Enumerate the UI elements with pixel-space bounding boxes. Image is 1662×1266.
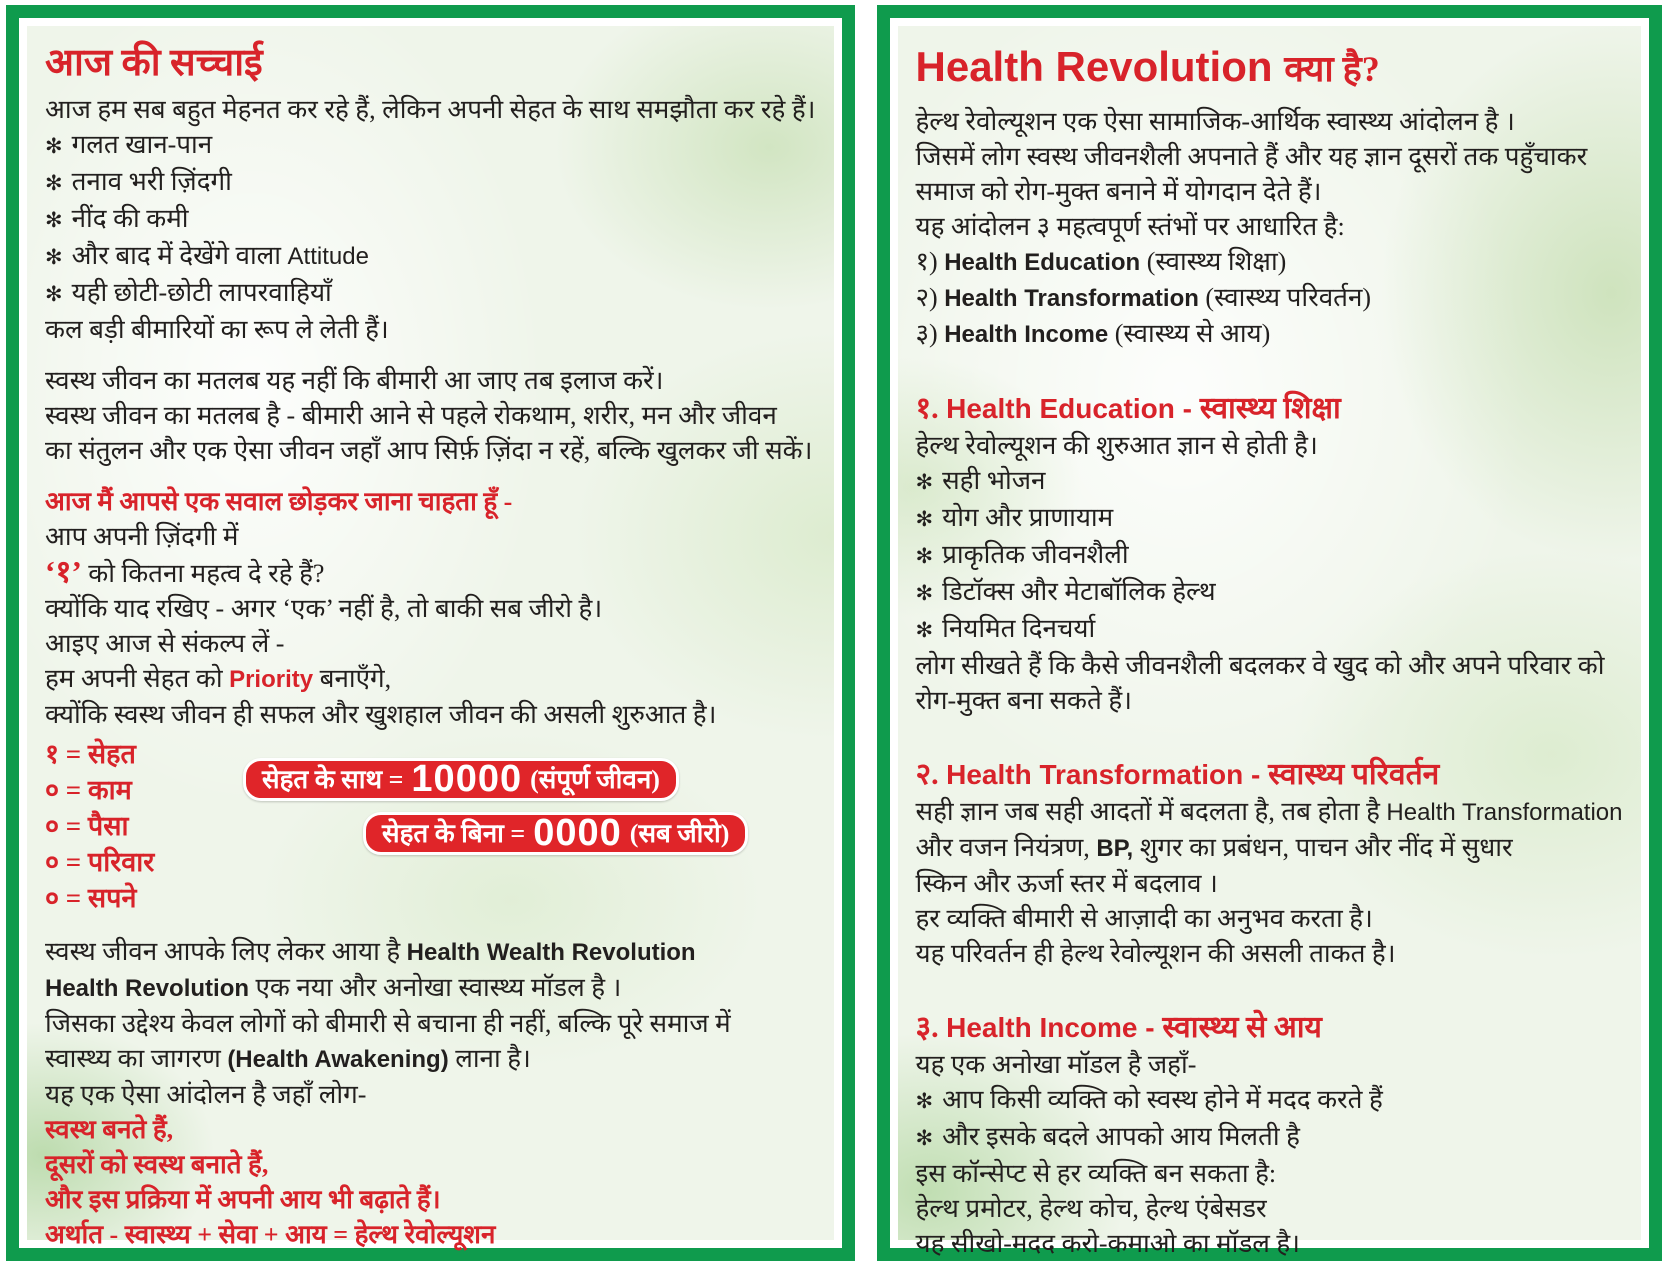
text-segment: आप अपनी ज़िंदगी में xyxy=(45,522,239,551)
text-segment: गलत खान-पान xyxy=(71,130,213,159)
text-segment: और बाद में देखेंगे वाला xyxy=(71,241,288,270)
question-lead-line xyxy=(45,484,816,519)
text-segment: आज की सच्चाई xyxy=(45,42,263,84)
bullet-item xyxy=(45,238,816,275)
text-segment: का संतुलन और एक ऐसा जीवन जहाँ आप सिर्फ़ ज़िंदा न रहें, बल्कि खुलकर जी सकें। xyxy=(45,436,813,465)
text-segment: स्वास्थ्य से आय xyxy=(1162,1011,1322,1044)
text-segment: सही ज्ञान जब सही आदतों में बदलता है, तब होता है xyxy=(915,797,1387,826)
text-segment: दूसरों को स्वस्थ बनाते हैं, xyxy=(45,1150,269,1179)
text-line xyxy=(916,901,1623,936)
section-heading-transformation xyxy=(916,756,1623,794)
text-segment: यह सीखो-मदद करो-कमाओ का मॉडल है। xyxy=(915,1229,1301,1258)
text-segment: और इसके बदले आपको आय मिलती है xyxy=(942,1122,1300,1151)
text-segment: Health Transformation xyxy=(1386,799,1623,826)
text-segment: योग और प्राणायाम xyxy=(942,503,1114,532)
text-segment: आज हम सब बहुत मेहनत कर रहे हैं, लेकिन अपनी सेहत के साथ समझौता कर रहे हैं। xyxy=(45,95,816,124)
asterisk-bullet-icon: ✻ xyxy=(915,507,934,531)
section-heading-education xyxy=(916,390,1623,428)
text-line xyxy=(45,1006,816,1041)
text-segment: BP, xyxy=(1096,835,1134,862)
text-segment: जिसका उद्देश्य केवल लोगों को बीमारी से बचाना ही नहीं, बल्कि पूरे समाज में xyxy=(45,1009,731,1038)
equation-item: ० = परिवार xyxy=(45,847,155,877)
bullet-item xyxy=(916,1082,1623,1119)
text-line xyxy=(916,1156,1623,1191)
text-line xyxy=(45,1041,816,1077)
text-segment: स्वास्थ्य शिक्षा xyxy=(1199,392,1341,425)
text-segment: प्राकृतिक जीवनशैली xyxy=(942,540,1129,569)
text-segment: बनाएँगे, xyxy=(313,664,392,693)
equation-item: ० = काम xyxy=(45,775,132,805)
asterisk-bullet-icon: ✻ xyxy=(45,282,63,306)
text-line xyxy=(45,554,816,591)
text-segment: स्वस्थ जीवन आपके लिए लेकर आया है xyxy=(45,937,407,966)
hr-model-line xyxy=(45,970,816,1006)
text-segment: अर्थात - स्वास्थ्य + सेवा + आय = हेल्थ रेवोल्यूशन xyxy=(45,1220,496,1249)
text-segment: Priority xyxy=(229,666,314,693)
text-segment: स्वस्थ जीवन का मतलब है - बीमारी आने से पहले रोकथाम, शरीर, मन और जीवन xyxy=(45,401,777,430)
text-segment: स्वस्थ जीवन का मतलब यह नहीं कि बीमारी आ जाए तब इलाज करें। xyxy=(45,366,664,395)
text-segment: यह एक अनोखा मॉडल है जहाँ- xyxy=(915,1050,1197,1079)
asterisk-bullet-icon: ✻ xyxy=(45,245,63,269)
movement-point xyxy=(45,1147,816,1182)
text-line xyxy=(916,1226,1623,1261)
text-line xyxy=(45,697,816,732)
bullet-item xyxy=(45,201,816,238)
asterisk-bullet-icon: ✻ xyxy=(915,1089,934,1113)
text-segment: आज मैं आपसे एक सवाल छोड़कर जाना चाहता हूँ - xyxy=(45,487,513,516)
text-segment: Health Wealth Revolution xyxy=(406,939,696,966)
text-segment: हर व्यक्ति बीमारी से आज़ादी का अनुभव करता है। xyxy=(915,904,1373,933)
text-segment: एक नया और अनोखा स्वास्थ्य मॉडल है । xyxy=(249,973,622,1002)
text-segment: आइए आज से संकल्प लें - xyxy=(45,629,285,658)
hwr-line xyxy=(45,934,816,970)
text-segment: लाना है। xyxy=(448,1044,531,1073)
text-line xyxy=(916,428,1623,463)
text-line xyxy=(45,363,816,398)
text-segment: १) xyxy=(915,247,945,276)
asterisk-bullet-icon: ✻ xyxy=(915,470,934,494)
text-segment: (स्वास्थ्य परिवर्तन) xyxy=(1198,283,1372,312)
bullet-item xyxy=(45,164,816,201)
text-segment: २. xyxy=(915,758,947,791)
badge-post-text: (सब जीरो) xyxy=(629,819,730,848)
asterisk-bullet-icon: ✻ xyxy=(45,171,63,195)
text-segment: Health Education - xyxy=(946,393,1200,424)
badge-num-text: 10000 xyxy=(411,758,523,800)
text-segment: ३. xyxy=(915,1011,947,1044)
text-segment: Health Transformation xyxy=(944,285,1199,312)
bullet-item xyxy=(916,500,1623,537)
text-segment: इस कॉन्सेप्ट से हर व्यक्ति बन सकता है: xyxy=(915,1159,1277,1188)
bullet-item xyxy=(45,275,816,312)
text-segment: Health Education xyxy=(944,249,1141,276)
one-zero-equation-block xyxy=(45,736,816,918)
text-line xyxy=(45,398,816,433)
right-panel xyxy=(877,5,1662,1261)
pillar-item xyxy=(916,316,1623,352)
badge-num-text: 0000 xyxy=(533,812,622,854)
without-health-badge xyxy=(363,812,748,855)
text-segment: आप किसी व्यक्ति को स्वस्थ होने में मदद करते हैं xyxy=(942,1085,1383,1114)
badge-pre-text: सेहत के बिना = xyxy=(382,819,526,848)
text-segment: हेल्थ रेवोल्यूशन की शुरुआत ज्ञान से होती है। xyxy=(915,431,1318,460)
text-segment: समाज को रोग-मुक्त बनाने में योगदान देते हैं। xyxy=(915,177,1322,206)
text-segment: रोग-मुक्त बना सकते हैं। xyxy=(915,686,1133,715)
bullet-item xyxy=(45,127,816,164)
text-segment: तनाव भरी ज़िंदगी xyxy=(71,167,232,196)
text-segment: (स्वास्थ्य शिक्षा) xyxy=(1140,247,1287,276)
text-line xyxy=(916,104,1623,139)
text-segment: १. xyxy=(915,392,947,425)
text-line xyxy=(45,519,816,554)
text-line xyxy=(45,626,816,661)
text-segment: Health Income - xyxy=(946,1012,1163,1043)
badge-pre-text: सेहत के साथ = xyxy=(262,765,404,794)
text-segment: और इस प्रक्रिया में अपनी आय भी बढ़ाते हैं। xyxy=(45,1185,441,1214)
intro-line xyxy=(45,92,816,127)
text-line xyxy=(916,936,1623,971)
text-segment: नियमित दिनचर्या xyxy=(942,614,1096,643)
text-line xyxy=(916,139,1623,174)
bullet-item xyxy=(916,537,1623,574)
text-line xyxy=(916,866,1623,901)
text-line xyxy=(916,648,1623,683)
text-segment: हेल्थ प्रमोटर, हेल्थ कोच, हेल्थ एंबेसडर xyxy=(915,1194,1267,1223)
text-segment: Attitude xyxy=(287,243,369,270)
text-segment: जिसमें लोग स्वस्थ जीवनशैली अपनाते हैं और यह ज्ञान दूसरों तक पहुँचाकर xyxy=(915,142,1588,171)
pillar-item xyxy=(916,244,1623,280)
text-line xyxy=(916,794,1623,830)
section-heading-income xyxy=(916,1009,1623,1047)
text-segment: हम अपनी सेहत को xyxy=(45,664,230,693)
formula-line xyxy=(45,1217,816,1252)
text-line xyxy=(916,1047,1623,1082)
text-segment: क्योंकि स्वस्थ जीवन ही सफल और खुशहाल जीवन की असली शुरुआत है। xyxy=(45,700,717,729)
text-segment: स्वस्थ बनते हैं, xyxy=(45,1115,174,1144)
asterisk-bullet-icon: ✻ xyxy=(915,618,934,642)
text-segment: २) xyxy=(915,283,945,312)
pillar-item xyxy=(916,280,1623,316)
text-segment: हेल्थ रेवोल्यूशन एक ऐसा सामाजिक-आर्थिक स्वास्थ्य आंदोलन है । xyxy=(915,107,1515,136)
text-segment: क्या है? xyxy=(1284,49,1380,89)
text-segment: लोग सीखते हैं कि कैसे जीवनशैली बदलकर वे खुद को और अपने परिवार को xyxy=(915,651,1605,680)
text-segment: (Health Awakening) xyxy=(227,1046,449,1073)
text-segment: को कितना महत्व दे रहे हैं? xyxy=(81,559,325,588)
text-segment: Health Transformation - xyxy=(946,759,1269,790)
bullet-item xyxy=(916,611,1623,648)
text-line xyxy=(916,830,1623,866)
left-title xyxy=(45,38,816,88)
text-segment: कल बड़ी बीमारियों का रूप ले लेती हैं। xyxy=(45,315,389,344)
movement-point xyxy=(45,1182,816,1217)
left-panel xyxy=(6,5,855,1261)
text-segment: ‘१’ xyxy=(45,554,82,589)
text-segment: ३) xyxy=(915,319,945,348)
text-segment: यह एक ऐसा आंदोलन है जहाँ लोग- xyxy=(45,1080,367,1109)
text-line xyxy=(916,174,1623,209)
text-segment: शुगर का प्रबंधन, पाचन और नींद में सुधार xyxy=(1133,833,1513,862)
right-panel-content xyxy=(898,26,1641,1258)
text-segment: (स्वास्थ्य से आय) xyxy=(1108,319,1271,348)
text-line xyxy=(916,209,1623,244)
priority-line xyxy=(45,661,816,697)
equation-item: ० = सपने xyxy=(45,883,137,913)
asterisk-bullet-icon: ✻ xyxy=(45,134,63,158)
text-line xyxy=(916,1191,1623,1226)
equation-item: ० = पैसा xyxy=(45,811,129,841)
asterisk-bullet-icon: ✻ xyxy=(915,581,934,605)
text-segment: और वजन नियंत्रण, xyxy=(915,833,1097,862)
text-segment: नींद की कमी xyxy=(71,204,189,233)
text-segment: यह परिवर्तन ही हेल्थ रेवोल्यूशन की असली ताकत है। xyxy=(915,939,1396,968)
text-segment: यही छोटी-छोटी लापरवाहियाँ xyxy=(71,278,332,307)
text-segment: स्वास्थ्य परिवर्तन xyxy=(1268,758,1440,791)
text-line xyxy=(45,312,816,347)
with-health-badge xyxy=(243,758,679,801)
left-panel-content xyxy=(27,26,834,1249)
text-segment: यह आंदोलन ३ महत्वपूर्ण स्तंभों पर आधारित है: xyxy=(915,212,1345,241)
asterisk-bullet-icon: ✻ xyxy=(915,1126,934,1150)
bullet-item xyxy=(916,1119,1623,1156)
asterisk-bullet-icon: ✻ xyxy=(45,208,63,232)
text-line xyxy=(45,591,816,626)
bullet-item xyxy=(916,574,1623,611)
text-line xyxy=(916,683,1623,718)
text-segment: स्किन और ऊर्जा स्तर में बदलाव । xyxy=(915,869,1218,898)
badge-post-text: (संपूर्ण जीवन) xyxy=(530,765,660,794)
text-line xyxy=(45,433,816,468)
text-line xyxy=(45,1077,816,1112)
text-segment: सही भोजन xyxy=(942,466,1046,495)
right-title xyxy=(916,38,1623,102)
asterisk-bullet-icon: ✻ xyxy=(915,544,934,568)
text-segment: Health Income xyxy=(944,321,1109,348)
text-segment: Health Revolution xyxy=(45,975,250,1002)
text-segment: क्योंकि याद रखिए - अगर ‘एक’ नहीं है, तो बाकी सब जीरो है। xyxy=(45,594,603,623)
movement-point xyxy=(45,1112,816,1147)
text-segment: स्वास्थ्य का जागरण xyxy=(45,1044,228,1073)
equation-item: १ = सेहत xyxy=(45,739,136,769)
text-segment: Health Revolution xyxy=(915,43,1285,90)
bullet-item xyxy=(916,463,1623,500)
text-segment: डिटॉक्स और मेटाबॉलिक हेल्थ xyxy=(942,577,1216,606)
